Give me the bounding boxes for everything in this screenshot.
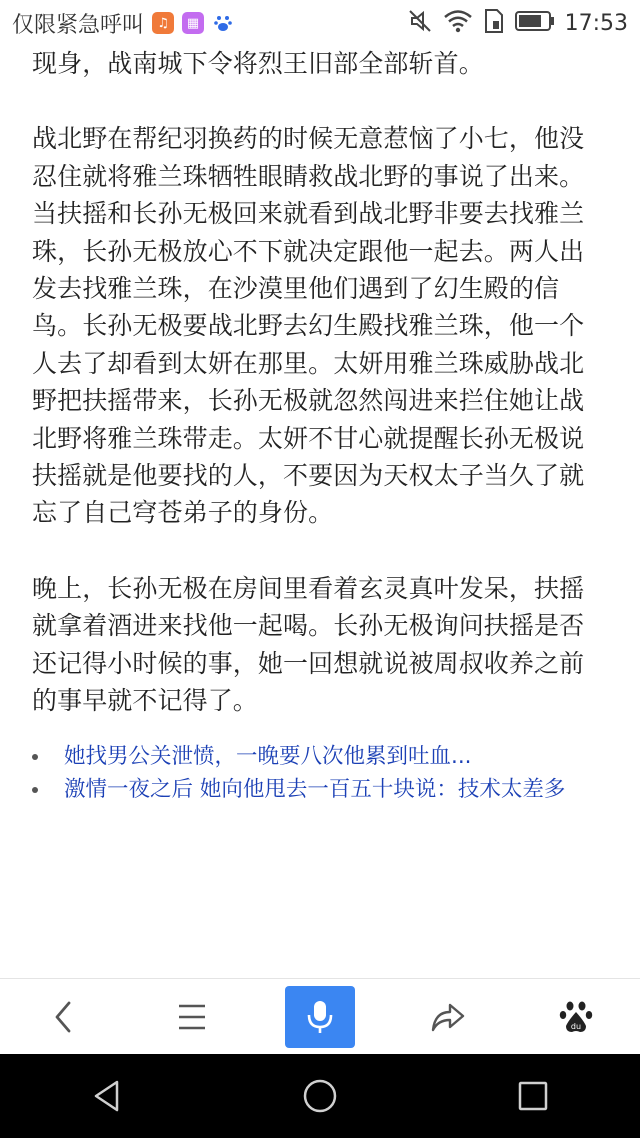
menu-button[interactable]	[157, 985, 227, 1049]
voice-search-button[interactable]	[285, 986, 355, 1048]
related-link[interactable]	[32, 773, 608, 806]
related-link-text[interactable]: 她找男公关泄愤，一晚要八次他累到吐血...	[64, 743, 472, 769]
article-paragraph: 晚上，长孙无极在房间里看着玄灵真叶发呆，扶摇就拿着酒进来找他一起喝。长孙无极询问扶摇是否还记得小时候的事，她一回想就说被周叔收养之前的事早就不记得了。	[32, 573, 585, 716]
related-link-text[interactable]: 激情一夜之后 她向他甩去一百五十块说：技术太差多	[64, 776, 566, 802]
nav-back-button[interactable]	[72, 1064, 142, 1128]
sim-icon	[483, 8, 505, 38]
battery-icon	[515, 10, 555, 36]
gallery-app-icon: ▦	[182, 12, 204, 34]
share-button[interactable]	[413, 985, 483, 1049]
system-navigation-bar	[0, 1054, 640, 1138]
nav-recents-button[interactable]	[498, 1064, 568, 1128]
bullet-icon	[32, 754, 38, 760]
carrier-label: 仅限紧急呼叫	[12, 12, 145, 38]
related-links-list	[32, 740, 608, 806]
svg-text:du: du	[570, 1022, 582, 1031]
nav-home-button[interactable]	[285, 1064, 355, 1128]
share-icon	[430, 1001, 466, 1033]
clock: 17:53	[564, 10, 628, 36]
status-icons	[407, 8, 628, 38]
baidu-app-icon	[212, 12, 234, 34]
nav-home-icon	[302, 1078, 338, 1114]
article-body	[0, 46, 640, 978]
browser-toolbar	[0, 978, 640, 1055]
article-paragraph: 现身，战南城下令将烈王旧部全部斩首。	[32, 49, 484, 78]
back-button[interactable]	[29, 985, 99, 1049]
status-bar	[0, 0, 640, 46]
nav-back-icon	[91, 1079, 123, 1113]
back-icon	[49, 999, 79, 1035]
music-app-icon: ♫	[152, 12, 174, 34]
baidu-home-button[interactable]	[541, 985, 611, 1049]
baidu-paw-icon	[558, 999, 594, 1035]
microphone-icon	[306, 999, 334, 1035]
bullet-icon	[32, 787, 38, 793]
wifi-icon	[443, 9, 473, 37]
article-paragraph: 战北野在帮纪羽换药的时候无意惹恼了小七，他没忍住就将雅兰珠牺牲眼睛救战北野的事说了出来。当扶摇和长孙无极回来就看到战北野非要去找雅兰珠，长孙无极放心不下就决定跟他一起去。两人出发去找雅兰珠，在沙漠里他们遇到了幻生殿的信鸟。长孙无极要战北野去幻生殿找雅兰珠，他一个人去了却看到太妍在那里。太妍用雅兰珠威胁战北野把扶摇带来，长孙无极就忽然闯进来拦住她让战北野将雅兰珠带走。太妍不甘心就提醒长孙无极说扶摇就是他要找的人，不要因为天权太子当久了就忘了自己穹苍弟子的身份。	[32, 124, 585, 528]
related-link[interactable]	[32, 740, 608, 773]
nav-recents-icon	[517, 1080, 549, 1112]
menu-icon	[176, 1002, 208, 1032]
mute-icon	[407, 8, 433, 38]
